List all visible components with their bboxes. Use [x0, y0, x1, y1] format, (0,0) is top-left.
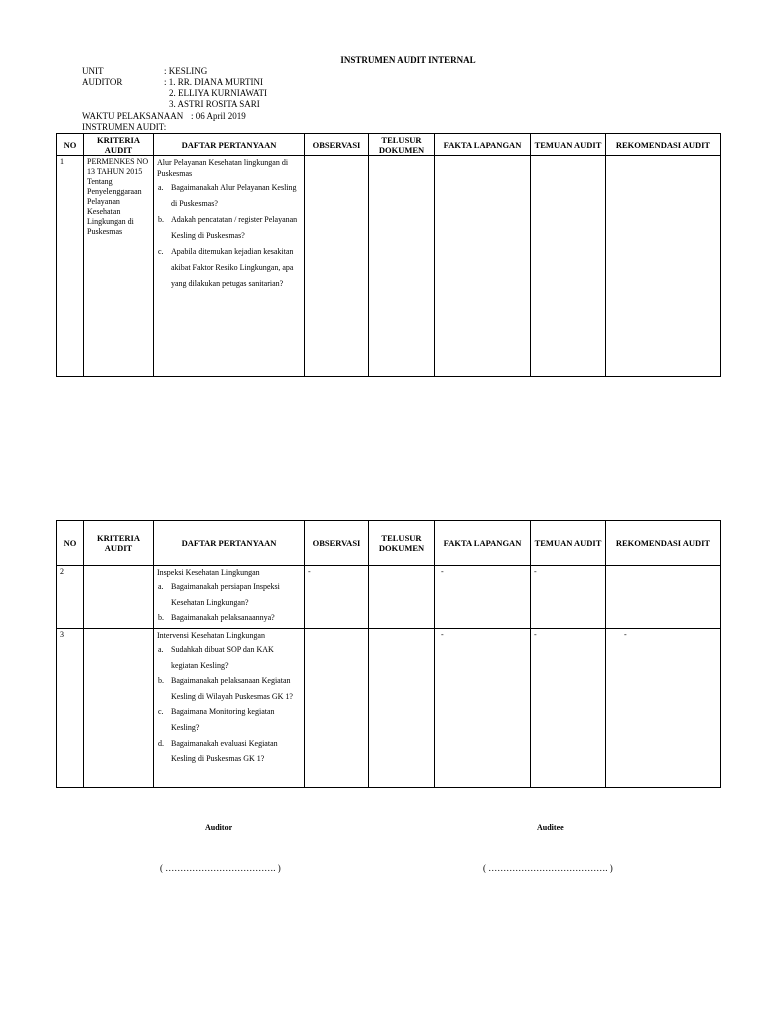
instrumen-label: INSTRUMEN AUDIT:	[82, 122, 167, 132]
col-header-temuan: TEMUAN AUDIT	[531, 134, 606, 156]
col-header-temuan: TEMUAN AUDIT	[531, 521, 606, 566]
question-letter: c.	[158, 247, 164, 256]
temuan-cell	[531, 156, 606, 377]
question-text: Bagaimanakah Alur Pelayanan Kesling di Puskesmas?	[171, 183, 297, 208]
unit-label: UNIT	[82, 66, 104, 76]
question-letter: b.	[158, 613, 164, 623]
temuan-value: -	[534, 630, 537, 639]
auditor-name-2: 2. ELLIYA KURNIAWATI	[169, 88, 268, 98]
col-header-fakta: FAKTA LAPANGAN	[435, 134, 531, 156]
col-header-daftar: DAFTAR PERTANYAAN	[154, 134, 305, 156]
question-group-title: Intervensi Kesehatan Lingkungan	[157, 631, 265, 640]
col-header-kriteria: KRITERIA AUDIT	[84, 521, 154, 566]
table-header-row	[57, 521, 721, 566]
question-letter: c.	[158, 707, 164, 717]
col-header-no: NO	[57, 521, 84, 566]
fakta-value: -	[441, 567, 444, 576]
col-header-observasi: OBSERVASI	[305, 521, 369, 566]
row-number: 2	[60, 567, 64, 576]
question-item	[154, 212, 304, 244]
waktu-value: : 06 April 2019	[191, 111, 246, 121]
question-group-title: Inspeksi Kesehatan Lingkungan	[157, 568, 260, 577]
col-header-telusur: TELUSUR DOKUMEN	[369, 521, 435, 566]
question-item	[154, 180, 304, 212]
col-header-kriteria: KRITERIA AUDIT	[84, 134, 154, 156]
observasi-cell	[305, 156, 369, 377]
observasi-value: -	[308, 567, 311, 576]
question-text: Bagaimanakah pelaksanaan Kegiatan Kesling di Wilayah Puskesmas GK 1?	[171, 676, 293, 701]
telusur-cell	[369, 156, 435, 377]
question-group-title: Alur Pelayanan Kesehatan lingkungan di Puskesmas	[157, 158, 289, 178]
question-item	[154, 642, 304, 673]
col-header-rekomendasi: REKOMENDASI AUDIT	[606, 521, 721, 566]
auditor-name-3: 3. ASTRI ROSITA SARI	[169, 99, 260, 109]
audit-table-2	[56, 520, 721, 788]
observasi-value	[305, 629, 368, 631]
table-header-row	[57, 134, 721, 156]
unit-value: : KESLING	[164, 66, 208, 76]
kriteria-text	[84, 566, 153, 568]
row-number: 1	[60, 157, 64, 166]
waktu-label: WAKTU PELAKSANAAN	[82, 111, 184, 121]
audit-table-1	[56, 133, 721, 377]
question-text: Bagaimana Monitoring kegiatan Kesling?	[171, 707, 275, 732]
table-row	[57, 566, 721, 629]
auditor-signature-label: Auditor	[205, 823, 233, 832]
auditor-signature-line: ( ………………………………. )	[160, 863, 281, 873]
col-header-no: NO	[57, 134, 84, 156]
question-item	[154, 673, 304, 704]
col-header-rekomendasi: REKOMENDASI AUDIT	[606, 134, 721, 156]
fakta-cell	[435, 156, 531, 377]
question-letter: a.	[158, 582, 164, 591]
col-header-fakta: FAKTA LAPANGAN	[435, 521, 531, 566]
question-text: Apabila ditemukan kejadian kesakitan akibat Faktor Resiko Lingkungan, apa yang dilakukan petugas sanitarian?	[171, 247, 294, 288]
auditor-name-1: : 1. RR. DIANA MURTINI	[164, 77, 263, 87]
question-item	[154, 704, 304, 735]
col-header-observasi: OBSERVASI	[305, 134, 369, 156]
question-text: Bagaimanakah persiapan Inspeksi Kesehatan Lingkungan?	[171, 582, 280, 607]
rekomendasi-cell	[606, 156, 721, 377]
telusur-value	[369, 566, 434, 568]
col-header-telusur: TELUSUR DOKUMEN	[369, 134, 435, 156]
temuan-value: -	[534, 567, 537, 576]
auditee-signature-line: ( …………………………………. )	[483, 863, 613, 873]
row-number: 3	[60, 630, 64, 639]
question-letter: a.	[158, 183, 164, 192]
question-letter: a.	[158, 645, 164, 654]
auditor-label: AUDITOR	[82, 77, 123, 87]
rekomendasi-value: -	[624, 630, 627, 639]
question-text: Bagaimanakah evaluasi Kegiatan Kesling di Puskesmas GK 1?	[171, 738, 278, 764]
question-item	[154, 579, 304, 610]
question-item	[154, 610, 304, 626]
telusur-value	[369, 629, 434, 631]
question-letter: b.	[158, 676, 164, 686]
fakta-value: -	[441, 630, 444, 639]
auditee-signature-label: Auditee	[537, 823, 564, 832]
table-row	[57, 629, 721, 788]
question-text: Adakah pencatatan / register Pelayanan Kesling di Puskesmas?	[171, 215, 298, 240]
question-letter: d.	[158, 738, 164, 748]
question-text: Bagaimanakah pelaksanaannya?	[171, 613, 275, 623]
col-header-daftar: DAFTAR PERTANYAAN	[154, 521, 305, 566]
rekomendasi-value	[606, 566, 720, 568]
kriteria-text: PERMENKES NO 13 TAHUN 2015 Tentang Penyelenggaraan Pelayanan Kesehatan Lingkungan di Puskesmas	[87, 157, 149, 236]
question-item	[154, 244, 304, 292]
table-row	[57, 156, 721, 377]
question-text: Sudahkah dibuat SOP dan KAK kegiatan Kesling?	[171, 645, 274, 670]
question-item	[154, 736, 304, 767]
question-letter: b.	[158, 215, 164, 224]
document-title: INSTRUMEN AUDIT INTERNAL	[340, 55, 476, 65]
kriteria-text	[84, 629, 153, 631]
